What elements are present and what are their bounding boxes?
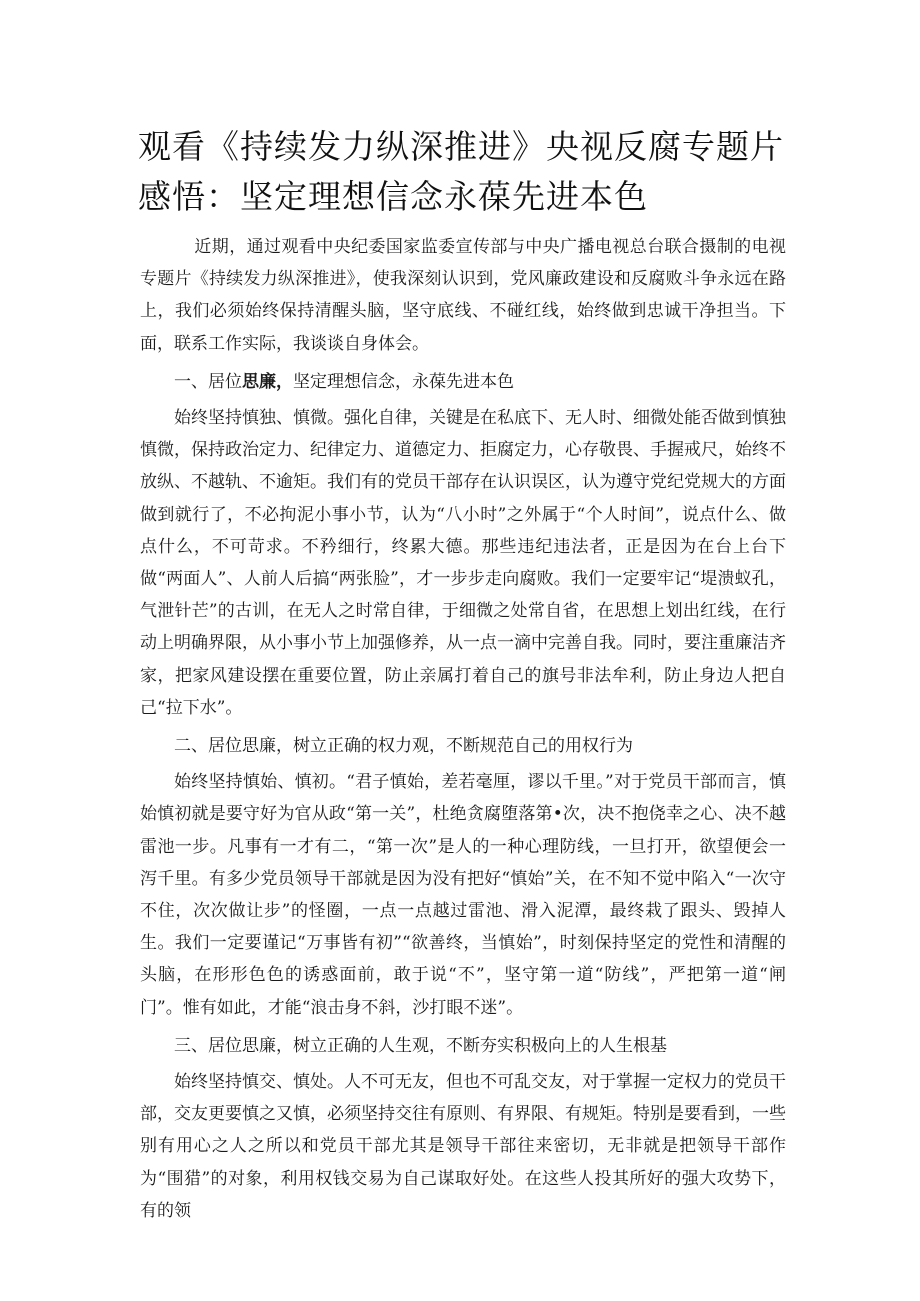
section-heading-1-prefix: 一、居位: [174, 371, 242, 392]
section-heading-2-prefix: 二、居位思廉，树立正确的权力观，不断规范自己的用权行为: [174, 736, 633, 757]
document-body: [140, 231, 786, 1227]
section-body-2: 始终坚持慎始、慎初。“君子慎始，差若毫厘，谬以千里。”对于党员干部而言，慎始慎初就是要守好为官从政“第一关”，杜绝贪腐堕落第•次，决不抱侥幸之心、决不越雷池一步。凡事有一才有二，“第一次”是人的一种心理防线，一旦打开，欲望便会一泻千里。有多少党员领导干部就是因为没有把好“慎始”关，在不知不觉中陷入“一次守不住，次次做让步”的怪圈，一点一点越过雷池、滑入泥潭，最终栽了跟头、毁掉人生。我们一定要谨记“万事皆有初”“欲善终，当慎始”，时刻保持坚定的党性和清醒的头脑，在形形色色的诱惑面前，敢于说“不”，坚守第一道“防线”，严把第一道“闸门”。惟有如此，才能“浪击身不斜，沙打眼不迷”。: [140, 772, 786, 1018]
section-body-1: 始终坚持慎独、慎微。强化自律，关键是在私底下、无人时、细微处能否做到慎独慎微，保持政治定力、纪律定力、道德定力、拒腐定力，心存敬畏、手握戒尺，始终不放纵、不越轨、不逾矩。我们有的党员干部存在认识误区，认为遵守党纪党规大的方面做到就行了，不必拘泥小事小节，认为“八小时”之外属于“个人时间”，说点什么、做点什么，不可苛求。不矜细行，终累大德。那些违纪违法者，正是因为在台上台下做“两面人”、人前人后搞“两张脸”，才一步步走向腐败。我们一定要牢记“堤溃蚁孔，气泄针芒”的古训，在无人之时常自律，于细微之处常自省，在思想上划出红线，在行动上明确界限，从小事小节上加强修养，从一点一滴中完善自我。同时，要注重廉洁齐家，把家风建设摆在重要位置，防止亲属打着自己的旗号非法牟利，防止身边人把自己“拉下水”。: [140, 408, 786, 718]
section-heading-2: [140, 730, 786, 762]
section-heading-1: [140, 366, 786, 398]
section-heading-3: [140, 1030, 786, 1062]
document-title: 观看《持续发力纵深推进》央视反腐专题片感悟：坚定理想信念永葆先进本色: [138, 127, 784, 216]
section-heading-1-strong: 思廉，: [242, 371, 293, 392]
intro-paragraph: 近期，通过观看中央纪委国家监委宣传部与中央广播电视总台联合摄制的电视专题片《持续发力纵深推进》，使我深刻认识到，党风廉政建设和反腐败斗争永远在路上，我们必须始终保持清醒头脑，坚守底线、不碰红线，始终做到忠诚干净担当。下面，联系工作实际，我谈谈自身体会。: [140, 237, 786, 354]
section-heading-1-rest: 坚定理想信念，永葆先进本色: [293, 371, 514, 392]
section-body-3: 始终坚持慎交、慎处。人不可无友，但也不可乱交友，对于掌握一定权力的党员干部，交友更要慎之又慎，必须坚持交往有原则、有界限、有规矩。特别是要看到，一些别有用心之人之所以和党员干部尤其是领导干部往来密切，无非就是把领导干部作为“围猎”的对象，利用权钱交易为自己谋取好处。在这些人投其所好的强大攻势下，有的领: [140, 1072, 786, 1221]
section-heading-3-prefix: 三、居位思廉，树立正确的人生观，不断夯实积极向上的人生根基: [174, 1035, 667, 1056]
